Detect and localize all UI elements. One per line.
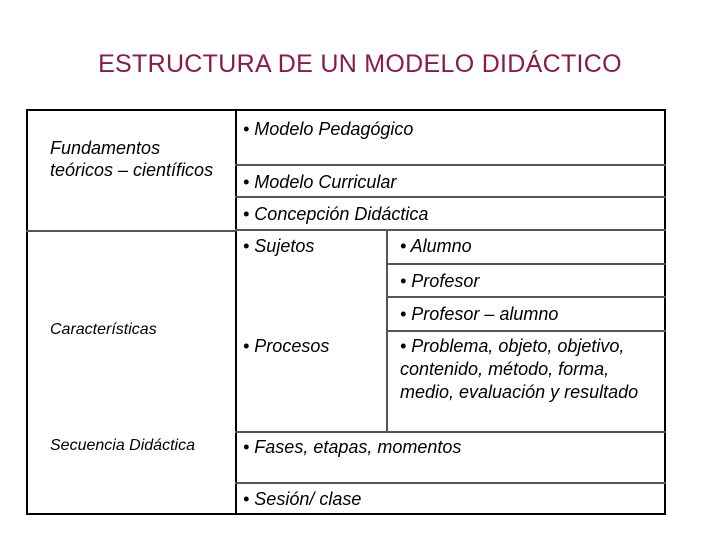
profesor-alumno: • Profesor – alumno [400, 304, 559, 324]
right-divider-fases [235, 431, 666, 433]
modelo-pedagogico: • Modelo Pedagógico [243, 119, 414, 139]
fundamentos-label: Fundamentos teóricos – científicos [50, 138, 214, 180]
right-divider-profesor [386, 296, 666, 298]
page-title: ESTRUCTURA DE UN MODELO DIDÁCTICO [98, 50, 622, 78]
right-divider-2 [235, 196, 666, 198]
profesor: • Profesor [400, 271, 480, 291]
secuencia-label: Secuencia Didáctica [50, 437, 195, 454]
column-divider [235, 109, 237, 515]
table-border-top [26, 109, 666, 111]
concepcion-didactica: • Concepción Didáctica [243, 204, 429, 224]
table-border-bottom [26, 513, 666, 515]
table-border-left [26, 109, 28, 515]
caracteristicas-label: Características [50, 321, 157, 338]
right-divider-alumno [386, 263, 666, 265]
sujetos: • Sujetos [243, 236, 315, 256]
left-row-divider [26, 230, 236, 232]
alumno: • Alumno [400, 236, 472, 256]
sesion-clase: • Sesión/ clase [243, 489, 362, 509]
procesos: • Procesos [243, 336, 330, 356]
sub-column-divider [386, 229, 388, 432]
right-divider-problema [386, 330, 666, 332]
modelo-curricular: • Modelo Curricular [243, 172, 397, 192]
problema-list: • Problema, objeto, objetivo, contenido, método, forma, medio, evaluación y resultado [400, 336, 639, 402]
table-border-right [664, 109, 666, 515]
right-divider-3 [235, 229, 666, 231]
right-divider-1 [235, 164, 666, 166]
fases: • Fases, etapas, momentos [243, 437, 462, 457]
right-divider-sesion [235, 482, 666, 484]
